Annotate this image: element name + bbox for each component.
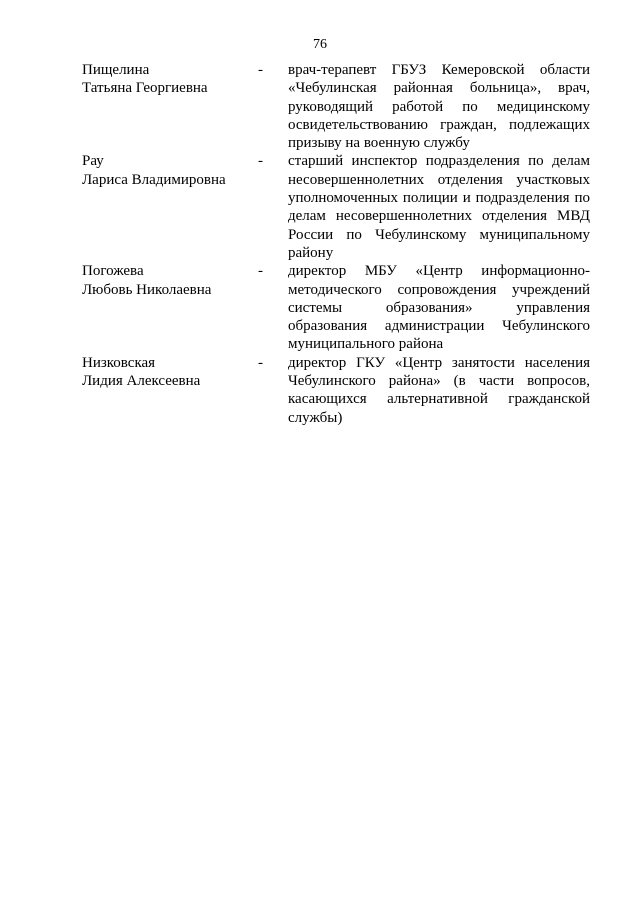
member-first-names: Любовь Николаевна bbox=[82, 281, 212, 298]
separator-dash: - bbox=[258, 263, 263, 280]
separator-dash: - bbox=[258, 354, 263, 371]
member-entry-2 bbox=[82, 152, 590, 262]
member-position: врач-терапевт ГБУЗ Кемеровской области «Чебулинская районная больница», врач, руководящий работой по медицинскому освидетельствованию граждан, подлежащих призыву на военную службу bbox=[288, 62, 590, 152]
member-first-names: Лидия Алексеевна bbox=[82, 373, 201, 390]
member-entry-1 bbox=[82, 61, 590, 152]
member-first-names: Лариса Владимировна bbox=[82, 171, 226, 188]
page-number: 76 bbox=[313, 37, 327, 52]
separator-dash: - bbox=[258, 62, 263, 78]
member-last-name: Пищелина bbox=[82, 62, 150, 78]
member-entry-4 bbox=[82, 354, 590, 427]
separator-dash: - bbox=[258, 153, 263, 170]
member-name bbox=[82, 152, 258, 189]
member-entry-3 bbox=[82, 262, 590, 353]
member-position: старший инспектор подразделения по делам несовершеннолетних отделения участковых уполномоченных полиции и подразделения по делам несовершеннолетних отделения МВД России по Чебулинскому муниципальному району bbox=[288, 153, 590, 261]
member-name bbox=[82, 354, 258, 391]
member-last-name: Рау bbox=[82, 153, 104, 170]
member-position: директор ГКУ «Центр занятости населения Чебулинского района» (в части вопросов, касающихся альтернативной гражданской службы) bbox=[288, 354, 590, 426]
member-position: директор МБУ «Центр информационно-методического сопровождения учреждений системы образования» управления образования администрации Чебулинского муниципального района bbox=[288, 263, 590, 353]
member-list bbox=[82, 61, 590, 427]
member-name bbox=[82, 262, 258, 299]
member-name bbox=[82, 61, 258, 98]
member-last-name: Погожева bbox=[82, 263, 144, 280]
member-first-names: Татьяна Георгиевна bbox=[82, 80, 208, 97]
member-last-name: Низковская bbox=[82, 354, 156, 371]
